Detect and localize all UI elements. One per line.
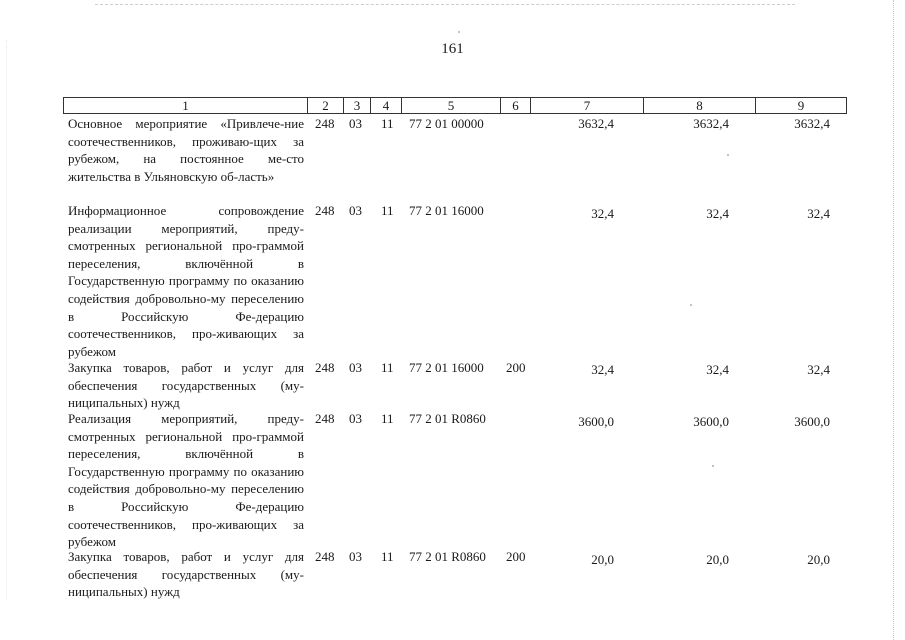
scan-speck [690, 304, 692, 306]
header-col-7: 7 [530, 97, 644, 114]
header-col-1: 1 [63, 97, 308, 114]
row-3-value-7: 32,4 [591, 362, 614, 377]
row-5-value-9: 20,0 [807, 552, 830, 567]
row-5-section: 03 [349, 549, 362, 564]
header-col-5: 5 [401, 97, 501, 114]
row-1-target-code: 77 2 01 00000 [409, 116, 484, 131]
row-5-expense-type: 200 [506, 549, 526, 564]
row-2-value-7: 32,4 [591, 206, 614, 221]
page-number: 161 [441, 41, 464, 57]
row-4-name: Реализация мероприятий, преду-смотренных региональной про-граммой переселения, включённой в Государственную программу по оказанию содействия добровольно-му переселению в Российскую Фе-дерацию соотечественников, про-живающих за рубежом [68, 411, 304, 550]
header-col-8: 8 [643, 97, 756, 114]
row-2-section: 03 [349, 203, 362, 218]
scan-speck [458, 31, 460, 33]
scan-speck [712, 465, 714, 467]
row-2-subsection: 11 [381, 203, 394, 218]
scan-edge-top [95, 4, 795, 17]
header-col-6: 6 [500, 97, 531, 114]
row-2-name: Информационное сопровождение реализации мероприятий, преду-смотренных региональной про-граммой переселения, включённой в Государственную программу по оказанию содействия добровольно-му переселению в Российскую Фе-дерацию соотечественников, про-живающих за рубежом [68, 203, 304, 359]
header-col-9: 9 [755, 97, 847, 114]
row-4-code: 248 [315, 411, 335, 426]
row-4-section: 03 [349, 411, 362, 426]
row-5-value-7: 20,0 [591, 552, 614, 567]
row-1-name: Основное мероприятие «Привлече-ние соотечественников, проживаю-щих за рубежом, на постоянное ме-сто жительства в Ульяновскую об-ласть» [68, 116, 304, 184]
row-1-section: 03 [349, 116, 362, 131]
row-4-value-8: 3600,0 [693, 414, 729, 429]
row-4-subsection: 11 [381, 411, 394, 426]
row-5-code: 248 [315, 549, 335, 564]
row-4-value-9: 3600,0 [794, 414, 830, 429]
header-col-2: 2 [307, 97, 344, 114]
scan-speck [727, 154, 729, 156]
row-3-section: 03 [349, 360, 362, 375]
row-2-code: 248 [315, 203, 335, 218]
row-1-value-9: 3632,4 [794, 116, 830, 131]
row-3-value-9: 32,4 [807, 362, 830, 377]
row-1-value-7: 3632,4 [578, 116, 614, 131]
row-3-value-8: 32,4 [706, 362, 729, 377]
scan-edge-right [893, 0, 895, 640]
row-1-subsection: 11 [381, 116, 394, 131]
row-4-target-code: 77 2 01 R0860 [409, 411, 486, 426]
row-3-name: Закупка товаров, работ и услуг для обеспечения государственных (му-ниципальных) нужд [68, 360, 304, 411]
row-2-target-code: 77 2 01 16000 [409, 203, 484, 218]
row-3-target-code: 77 2 01 16000 [409, 360, 484, 375]
row-3-expense-type: 200 [506, 360, 526, 375]
row-2-value-8: 32,4 [706, 206, 729, 221]
header-col-3: 3 [343, 97, 371, 114]
row-1-value-8: 3632,4 [693, 116, 729, 131]
row-4-value-7: 3600,0 [578, 414, 614, 429]
row-3-subsection: 11 [381, 360, 394, 375]
scan-edge-left [6, 40, 8, 600]
row-2-value-9: 32,4 [807, 206, 830, 221]
row-5-subsection: 11 [381, 549, 394, 564]
row-3-code: 248 [315, 360, 335, 375]
row-1-code: 248 [315, 116, 335, 131]
row-5-value-8: 20,0 [706, 552, 729, 567]
header-col-4: 4 [370, 97, 402, 114]
row-5-name: Закупка товаров, работ и услуг для обеспечения государственных (му-ниципальных) нужд [68, 549, 304, 600]
row-5-target-code: 77 2 01 R0860 [409, 549, 486, 564]
